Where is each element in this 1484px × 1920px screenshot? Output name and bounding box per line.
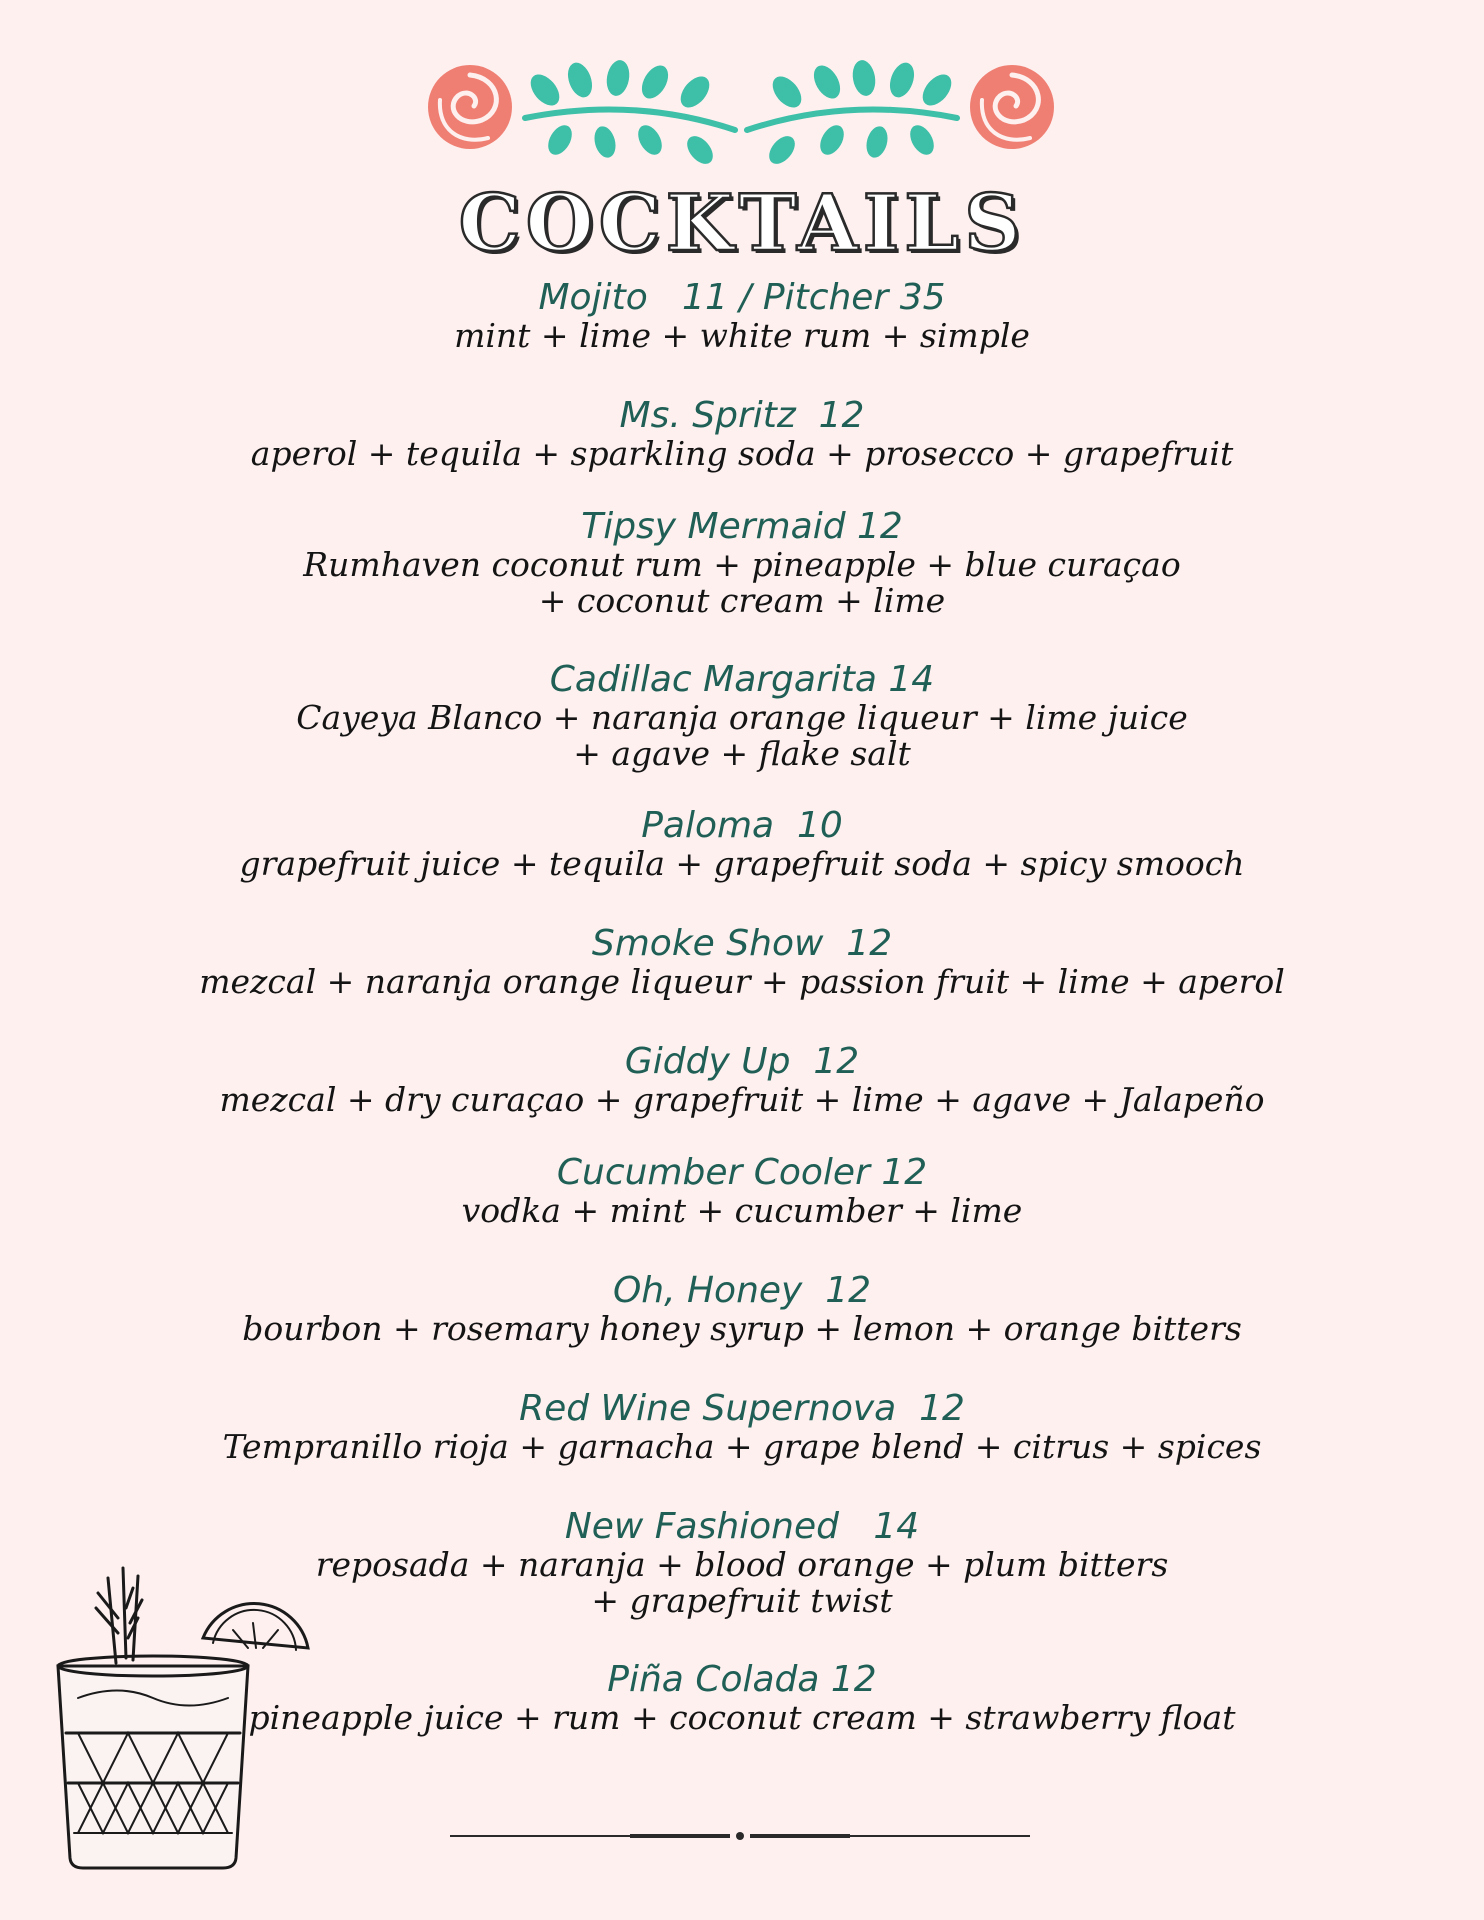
item-description: reposada + naranja + blood orange + plum bitters	[315, 1545, 1169, 1584]
rose-left-icon	[428, 65, 512, 149]
menu-item	[0, 1389, 1484, 1465]
item-description: mezcal + dry curaçao + grapefruit + lime + agave + Jalapeño	[219, 1080, 1265, 1119]
item-description-line2: + grapefruit twist	[591, 1581, 893, 1620]
menu-item	[0, 1271, 1484, 1347]
item-name: Smoke Show 12	[591, 923, 893, 964]
menu-item	[0, 1042, 1484, 1118]
item-description: Cayeya Blanco + naranja orange liqueur + lime juice	[296, 698, 1188, 737]
item-description: Tempranillo rioja + garnacha + grape blend + citrus + spices	[222, 1427, 1262, 1466]
menu-item	[0, 1153, 1484, 1229]
item-name: Red Wine Supernova 12	[519, 1388, 965, 1429]
divider-line	[450, 1826, 1030, 1846]
menu-item	[0, 507, 1484, 619]
item-name: Cadillac Margarita 14	[549, 659, 935, 700]
leaf-vine-icon	[525, 58, 957, 168]
item-description: Rumhaven coconut rum + pineapple + blue curaçao	[303, 545, 1181, 584]
item-name: Paloma 10	[641, 805, 843, 846]
item-description-line2: + coconut cream + lime	[538, 581, 946, 620]
item-description: mint + lime + white rum + simple	[454, 316, 1030, 355]
menu-item	[0, 806, 1484, 882]
floral-ornament	[0, 0, 1484, 180]
item-name: Piña Colada 12	[607, 1659, 877, 1700]
item-name: Mojito 11 / Pitcher 35	[538, 277, 946, 318]
item-description: vodka + mint + cucumber + lime	[461, 1191, 1023, 1230]
item-name: Tipsy Mermaid 12	[581, 506, 903, 547]
item-description: aperol + tequila + sparkling soda + prosecco + grapefruit	[250, 434, 1234, 473]
menu-item	[0, 396, 1484, 472]
item-description: mezcal + naranja orange liqueur + passion fruit + lime + aperol	[199, 962, 1285, 1001]
item-name: Oh, Honey 12	[612, 1270, 872, 1311]
item-description: bourbon + rosemary honey syrup + lemon + orange bitters	[242, 1309, 1242, 1348]
item-description: grapefruit juice + tequila + grapefruit soda + spicy smooch	[239, 844, 1245, 883]
item-name: New Fashioned 14	[564, 1506, 920, 1547]
page-title: COCKTAILS	[458, 178, 1026, 269]
menu-item	[0, 278, 1484, 354]
rose-right-icon	[970, 65, 1054, 149]
cocktail-glass-icon	[38, 1548, 348, 1878]
item-name: Ms. Spritz 12	[619, 395, 865, 436]
item-description-line2: + agave + flake salt	[573, 734, 911, 773]
item-name: Giddy Up 12	[624, 1041, 860, 1082]
item-name: Cucumber Cooler 12	[556, 1152, 928, 1193]
item-description: pineapple juice + rum + coconut cream + strawberry float	[248, 1698, 1236, 1737]
menu-item	[0, 924, 1484, 1000]
menu-item	[0, 660, 1484, 772]
